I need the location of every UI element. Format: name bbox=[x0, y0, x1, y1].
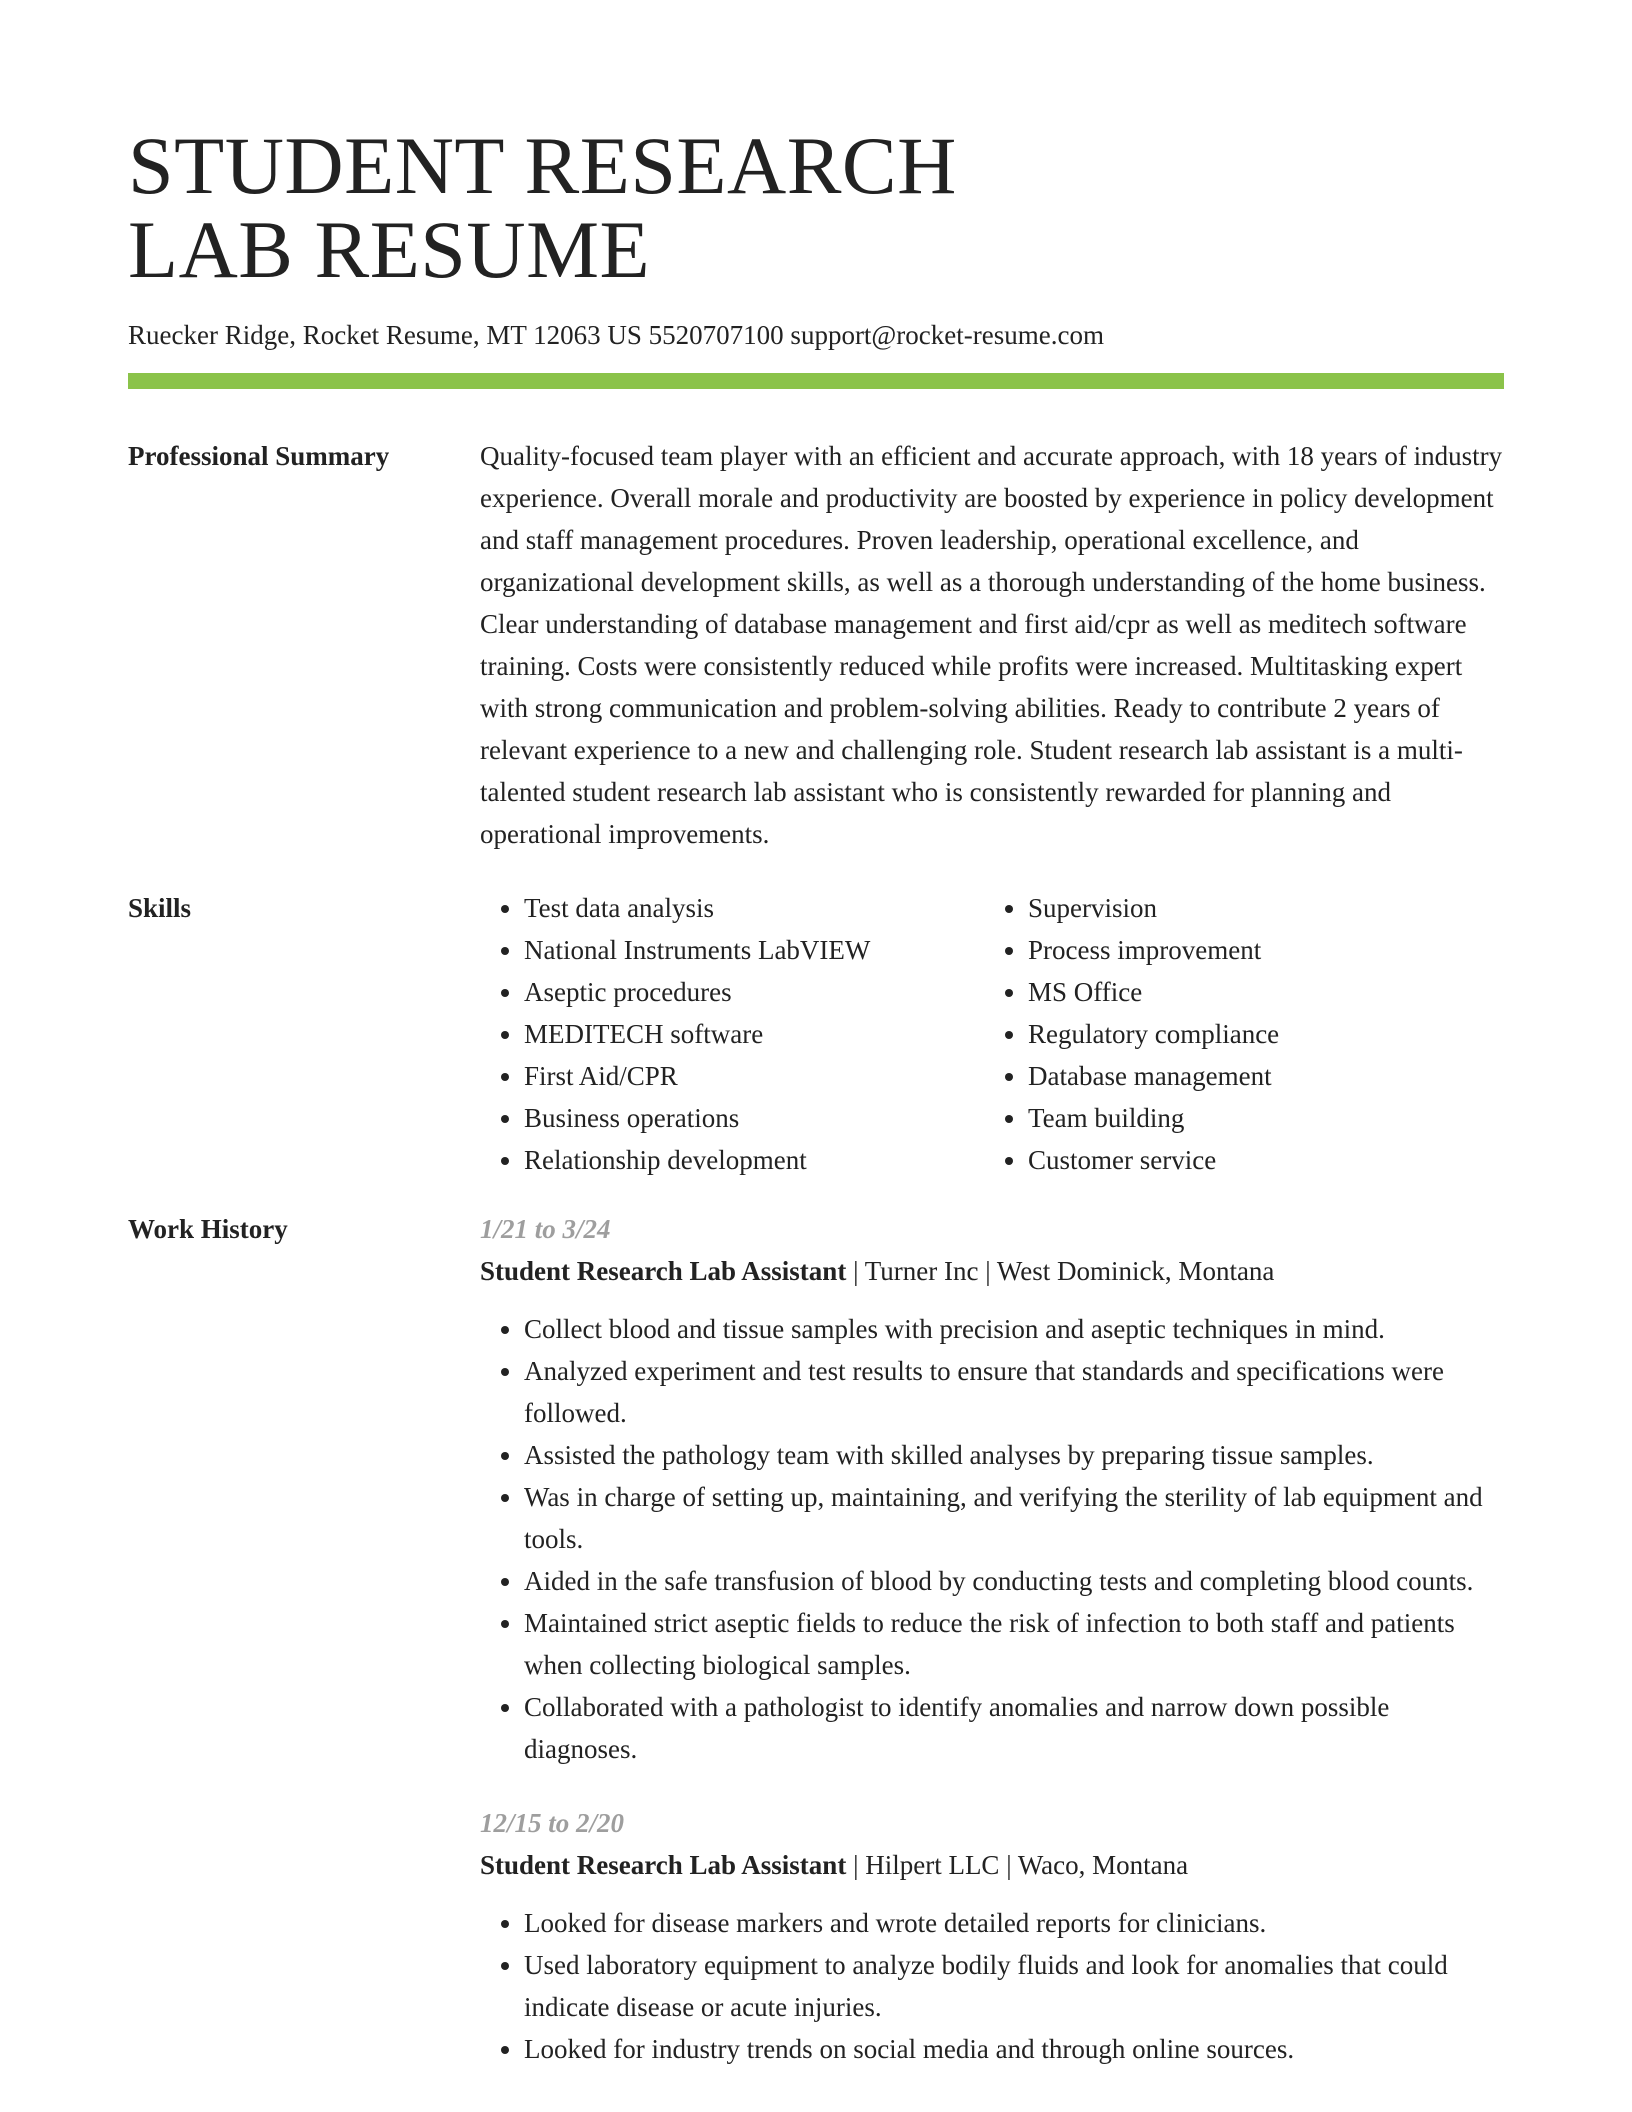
summary-text: Quality-focused team player with an efficient and accurate approach, with 18 years of industry experience. Overall morale and productivity are boosted by experience in policy development and staff management procedures. Proven leadership, operational excellence, and organizational development skills, as well as a thorough understanding of the home business. Clear understanding of database management and first aid/cpr as well as meditech software training. Costs were consistently reduced while profits were increased. Multitasking expert with strong communication and problem-solving abilities. Ready to contribute 2 years of relevant experience to a new and challenging role. Student research lab assistant is a multi-talented student research lab assistant who is consistently rewarded for planning and operational improvements. bbox=[480, 441, 1503, 849]
job-entry bbox=[480, 1802, 1504, 2070]
professional-summary-section bbox=[128, 439, 1504, 855]
skill-item: • Business operations bbox=[524, 1097, 984, 1139]
job-title: Student Research Lab Assistant bbox=[480, 1256, 847, 1286]
skill-item: • Database management bbox=[1028, 1055, 1488, 1097]
job-bullet: • Looked for industry trends on social media and through online sources. bbox=[524, 2028, 1504, 2070]
resume-title bbox=[128, 120, 1504, 295]
job-bullet: • Collaborated with a pathologist to identify anomalies and narrow down possible diagnoses. bbox=[524, 1686, 1504, 1770]
job-bullet: • Looked for disease markers and wrote detailed reports for clinicians. bbox=[524, 1902, 1504, 1944]
job-bullet: • Aided in the safe transfusion of blood by conducting tests and completing blood counts. bbox=[524, 1560, 1504, 1602]
job-dates: 12/15 to 2/20 bbox=[480, 1808, 625, 1838]
skill-item: • Customer service bbox=[1028, 1139, 1488, 1181]
job-entry bbox=[480, 1208, 1504, 1770]
skill-item: • First Aid/CPR bbox=[524, 1055, 984, 1097]
contact-line: Ruecker Ridge, Rocket Resume, MT 12063 US 5520707100 support@rocket-resume.com bbox=[128, 320, 1104, 350]
job-bullets bbox=[480, 1902, 1504, 2070]
job-employer-location: | Turner Inc | West Dominick, Montana bbox=[846, 1256, 1275, 1286]
skill-item: • Relationship development bbox=[524, 1139, 984, 1181]
accent-divider bbox=[128, 373, 1504, 389]
skill-item: • National Instruments LabVIEW bbox=[524, 929, 984, 971]
skill-item: • Regulatory compliance bbox=[1028, 1013, 1488, 1055]
job-title: Student Research Lab Assistant bbox=[480, 1850, 847, 1880]
work-history-section bbox=[128, 1212, 1504, 2070]
skill-item: • Process improvement bbox=[1028, 929, 1488, 971]
skill-item: • Aseptic procedures bbox=[524, 971, 984, 1013]
work-history-body bbox=[480, 1208, 1504, 2070]
skills-column-1 bbox=[480, 887, 984, 1181]
section-label-skills: Skills bbox=[128, 893, 192, 923]
section-label-summary: Professional Summary bbox=[128, 441, 390, 471]
skill-item: • MS Office bbox=[1028, 971, 1488, 1013]
job-bullets bbox=[480, 1308, 1504, 1770]
skill-item: • Test data analysis bbox=[524, 887, 984, 929]
skill-item: • MEDITECH software bbox=[524, 1013, 984, 1055]
job-bullet: • Maintained strict aseptic fields to reduce the risk of infection to both staff and patients when collecting biological samples. bbox=[524, 1602, 1504, 1686]
job-bullet: • Used laboratory equipment to analyze bodily fluids and look for anomalies that could indicate disease or acute injuries. bbox=[524, 1944, 1504, 2028]
resume-page bbox=[128, 120, 1504, 2070]
job-heading bbox=[480, 1250, 1504, 1292]
skills-columns bbox=[480, 887, 1504, 1181]
job-bullet: • Assisted the pathology team with skilled analyses by preparing tissue samples. bbox=[524, 1434, 1504, 1476]
job-employer-location: | Hilpert LLC | Waco, Montana bbox=[846, 1850, 1189, 1880]
job-bullet: • Was in charge of setting up, maintaining, and verifying the sterility of lab equipment and tools. bbox=[524, 1476, 1504, 1560]
job-bullet: • Analyzed experiment and test results to ensure that standards and specifications were followed. bbox=[524, 1350, 1504, 1434]
title-line-1: STUDENT RESEARCH bbox=[128, 120, 957, 211]
job-bullet: • Collect blood and tissue samples with precision and aseptic techniques in mind. bbox=[524, 1308, 1504, 1350]
summary-body bbox=[480, 435, 1504, 855]
title-line-2: LAB RESUME bbox=[128, 204, 651, 295]
skills-column-2 bbox=[984, 887, 1488, 1181]
skills-section bbox=[128, 891, 1504, 1181]
job-dates: 1/21 to 3/24 bbox=[480, 1214, 611, 1244]
job-heading bbox=[480, 1844, 1504, 1886]
skill-item: • Team building bbox=[1028, 1097, 1488, 1139]
section-label-work: Work History bbox=[128, 1214, 288, 1244]
skill-item: • Supervision bbox=[1028, 887, 1488, 929]
